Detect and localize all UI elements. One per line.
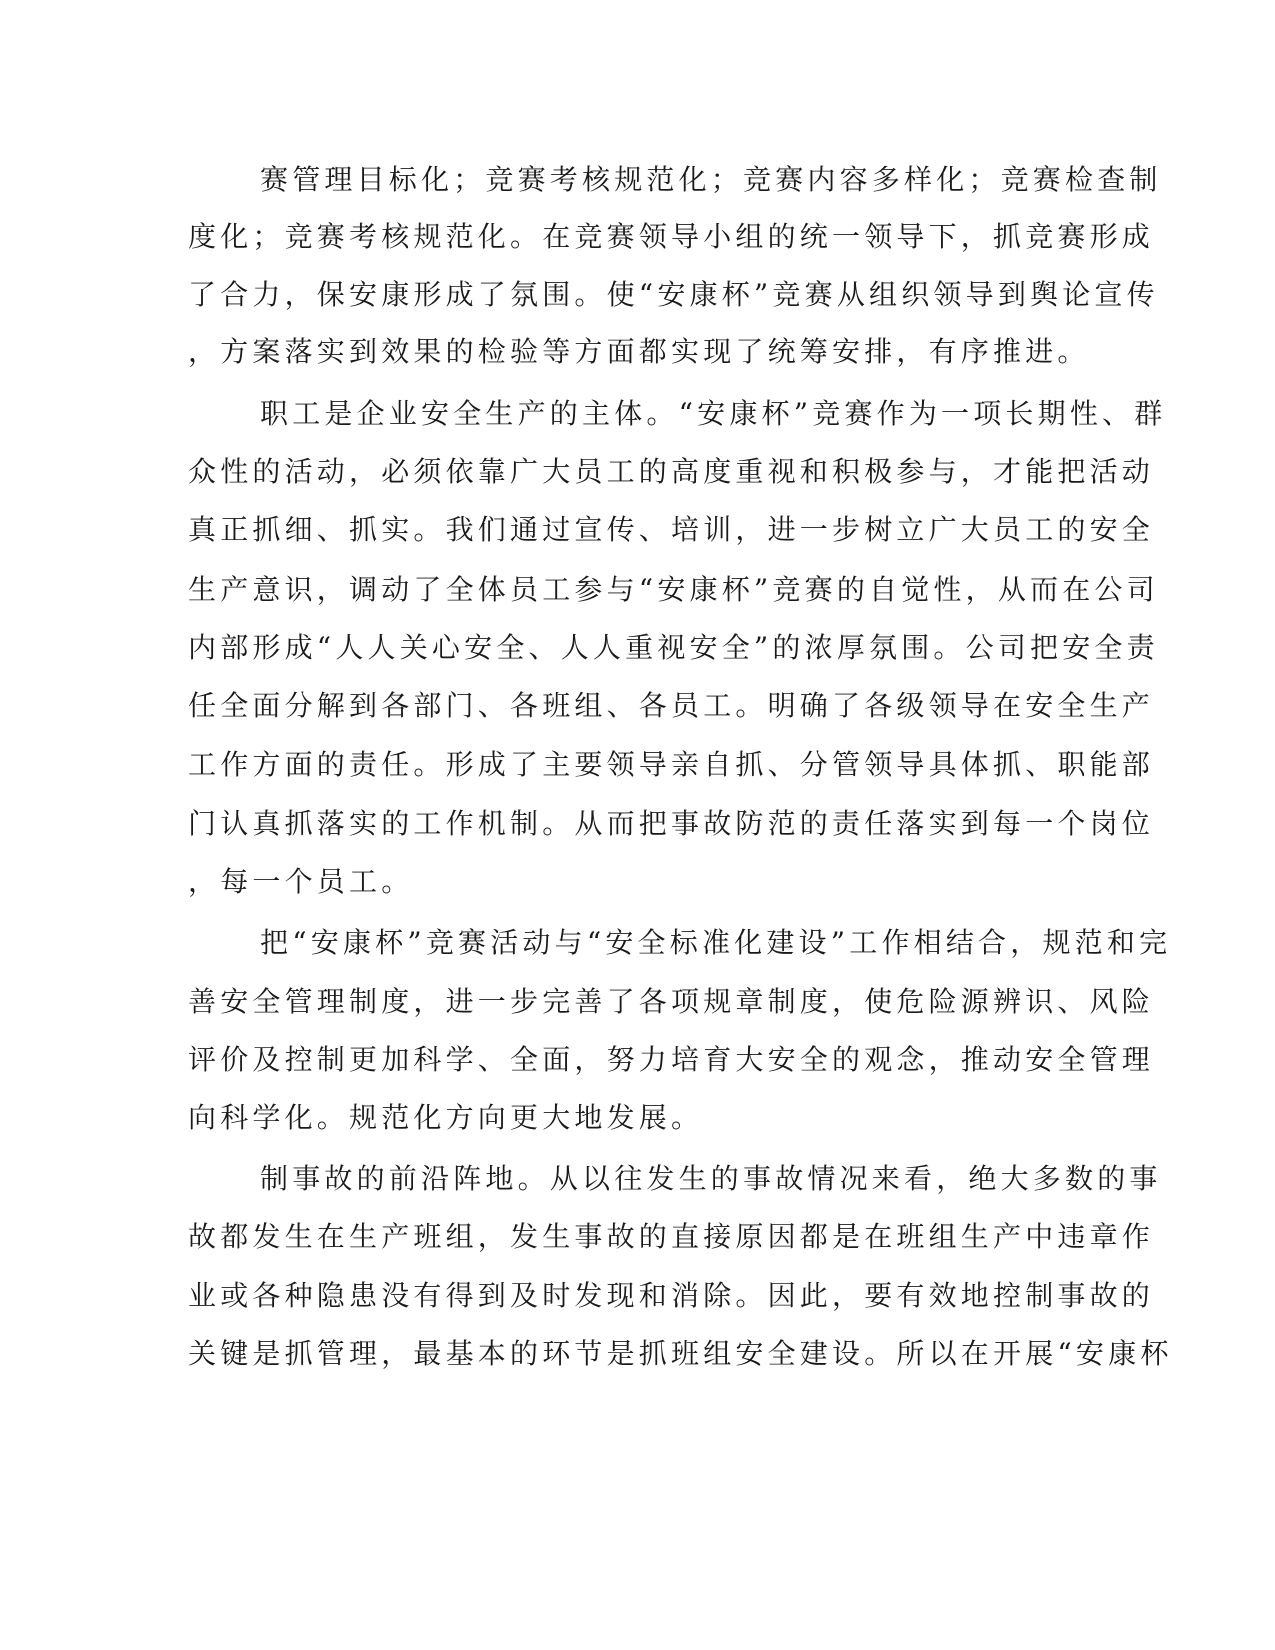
paragraph-4-line-1: 制事故的前沿阵地。从以往发生的事故情况来看，绝大多数的事 — [260, 1162, 1162, 1195]
paragraph-1-line-3: 了合力，保安康形成了氛围。使“安康杯”竞赛从组织领导到舆论宣传 — [188, 278, 1159, 311]
paragraph-3-line-3: 评价及控制更加科学、全面，努力培育大安全的观念，推动安全管理 — [188, 1043, 1155, 1076]
paragraph-3-line-4: 向科学化。规范化方向更大地发展。 — [188, 1101, 704, 1134]
paragraph-2-line-3: 真正抓细、抓实。我们通过宣传、培训，进一步树立广大员工的安全 — [188, 513, 1155, 546]
paragraph-2-line-9: ，每一个员工。 — [188, 865, 414, 898]
paragraph-1-line-2: 度化；竞赛考核规范化。在竞赛领导小组的统一领导下，抓竞赛形成 — [188, 220, 1155, 253]
paragraph-2-line-4: 生产意识，调动了全体员工参与“安康杯”竞赛的自觉性，从而在公司 — [188, 573, 1159, 606]
paragraph-2-line-5: 内部形成“人人关心安全、人人重视安全”的浓厚氛围。公司把安全责 — [188, 631, 1159, 664]
paragraph-2-line-8: 门认真抓落实的工作机制。从而把事故防范的责任落实到每一个岗位 — [188, 807, 1155, 840]
paragraph-2-line-2: 众性的活动，必须依靠广大员工的高度重视和积极参与，才能把活动 — [188, 455, 1155, 488]
paragraph-4-line-2: 故都发生在生产班组，发生事故的直接原因都是在班组生产中违章作 — [188, 1220, 1155, 1253]
paragraph-4-line-3: 业或各种隐患没有得到及时发现和消除。因此，要有效地控制事故的 — [188, 1279, 1155, 1312]
paragraph-3-line-2: 善安全管理制度，进一步完善了各项规章制度，使危险源辨识、风险 — [188, 985, 1155, 1018]
paragraph-1-line-4: ，方案落实到效果的检验等方面都实现了统筹安排，有序推进。 — [188, 335, 1090, 368]
paragraph-2-line-6: 任全面分解到各部门、各班组、各员工。明确了各级领导在安全生产 — [188, 689, 1155, 722]
paragraph-1-line-1: 赛管理目标化；竞赛考核规范化；竞赛内容多样化；竞赛检查制 — [260, 163, 1162, 196]
paragraph-4-line-4: 关键是抓管理，最基本的环节是抓班组安全建设。所以在开展“安康杯 — [188, 1337, 1173, 1370]
paragraph-2-line-7: 工作方面的责任。形成了主要领导亲自抓、分管领导具体抓、职能部 — [188, 748, 1155, 781]
paragraph-2-line-1: 职工是企业安全生产的主体。“安康杯”竞赛作为一项长期性、群 — [260, 397, 1167, 430]
paragraph-3-line-1: 把“安康杯”竞赛活动与“安全标准化建设”工作相结合，规范和完 — [260, 926, 1172, 959]
